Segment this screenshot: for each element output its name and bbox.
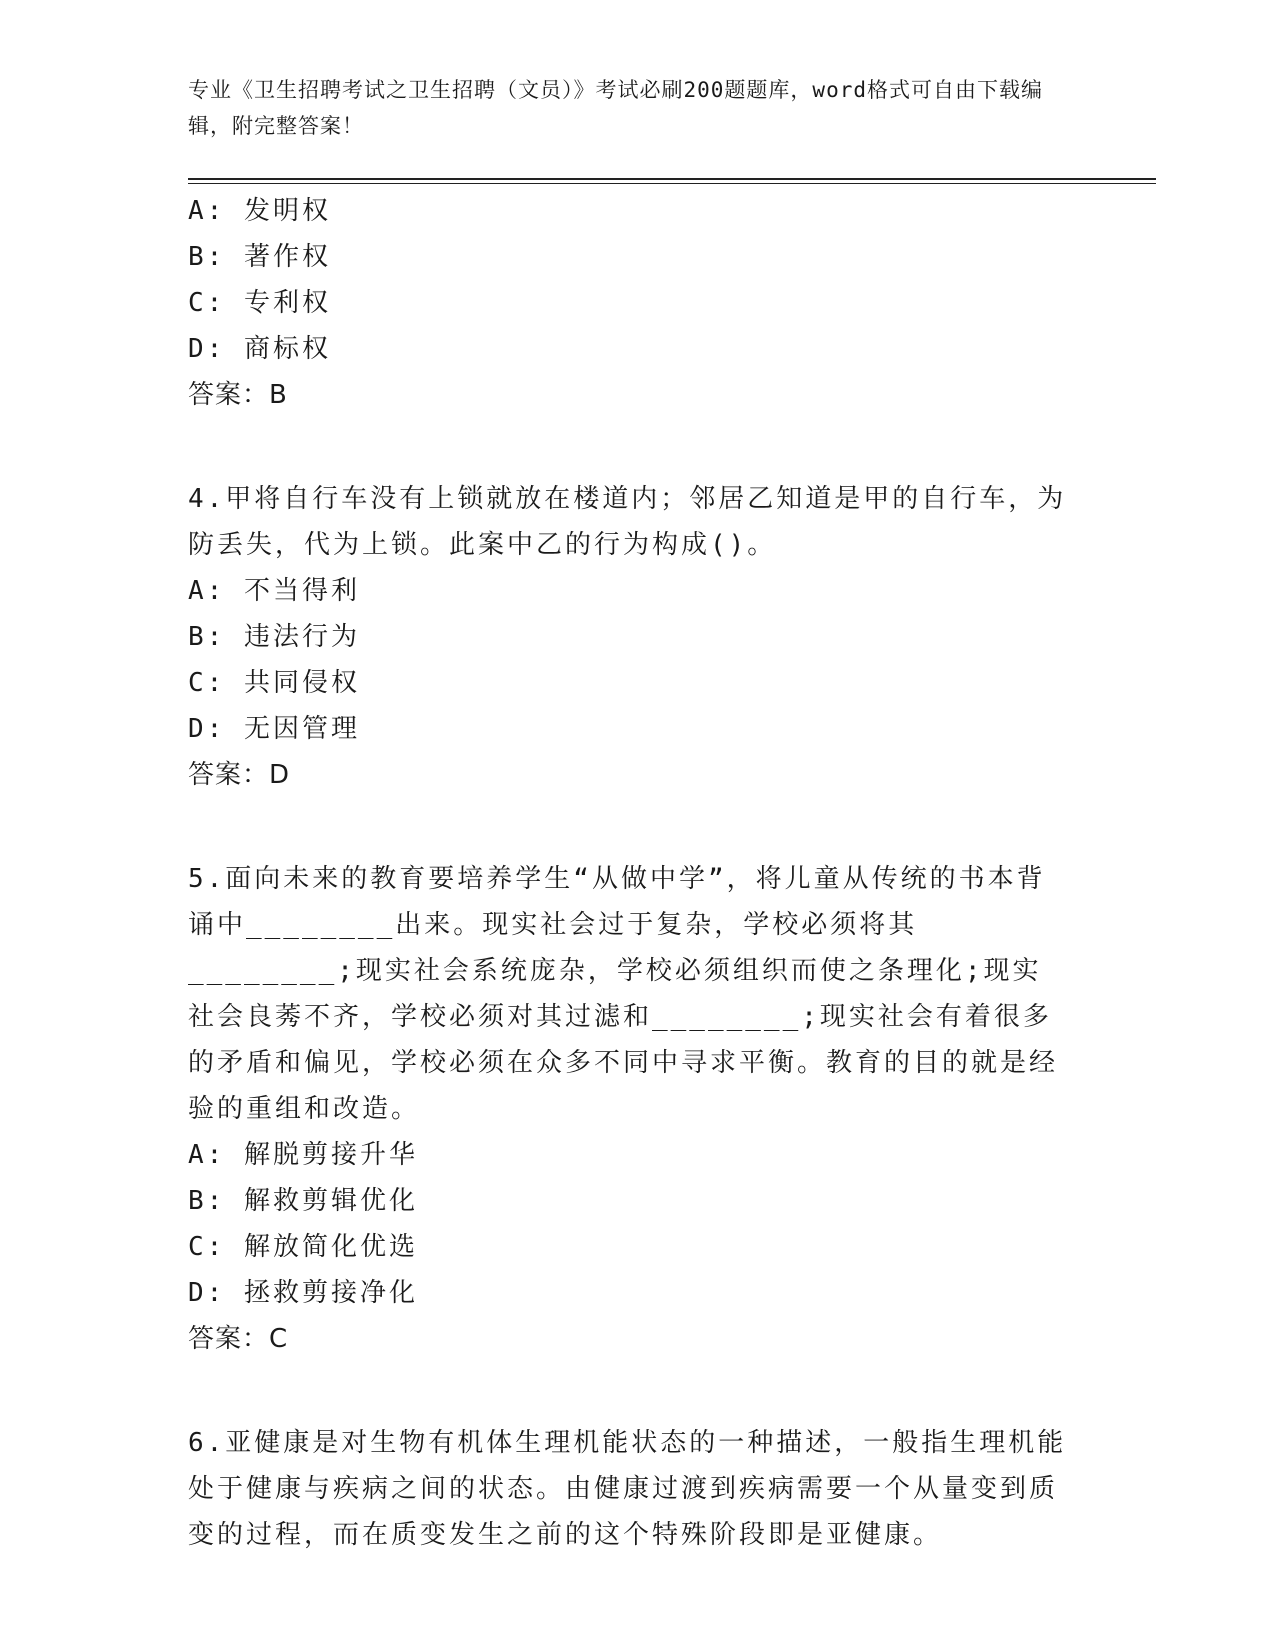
question-stem: 5.面向未来的教育要培养学生“从做中学”，将儿童从传统的书本背诵中________出来。现实社会过于复杂，学校必须将其________;现实社会系统庞杂，学校必须组织而使之条理化;现实社会良莠不齐，学校必须对其过滤和________;现实社会有着很多的矛盾和偏见，学校必须在众多不同中寻求平衡。教育的目的就是经验的重组和改造。 [188, 864, 1059, 1124]
question-3-block [188, 188, 1088, 418]
question-5-block [188, 856, 1088, 1362]
option-c: C: 解放简化优选 [188, 1232, 418, 1262]
option-a: A: 解脱剪接升华 [188, 1140, 418, 1170]
question-spacer [188, 1362, 1088, 1420]
question-4-block [188, 476, 1088, 798]
option-d: D: 商标权 [188, 334, 331, 364]
option-b: B: 著作权 [188, 242, 331, 272]
option-c: C: 专利权 [188, 288, 331, 318]
question-6-block [188, 1420, 1088, 1558]
answer-label: 答案：C [188, 1324, 289, 1354]
option-d: D: 拯救剪接净化 [188, 1278, 418, 1308]
header-rule-thin [188, 183, 1156, 184]
option-a: A: 发明权 [188, 196, 331, 226]
question-stem: 6.亚健康是对生物有机体生理机能状态的一种描述，一般指生理机能处于健康与疾病之间的状态。由健康过渡到疾病需要一个从量变到质变的过程，而在质变发生之前的这个特殊阶段即是亚健康。 [188, 1428, 1067, 1550]
question-list [188, 188, 1088, 1558]
option-a: A: 不当得利 [188, 576, 360, 606]
answer-label: 答案：B [188, 380, 288, 410]
option-b: B: 违法行为 [188, 622, 360, 652]
option-c: C: 共同侵权 [188, 668, 360, 698]
answer-label: 答案：D [188, 760, 291, 790]
header-rule-thick [188, 178, 1156, 180]
option-b: B: 解救剪辑优化 [188, 1186, 418, 1216]
question-stem: 4.甲将自行车没有上锁就放在楼道内；邻居乙知道是甲的自行车，为防丢失，代为上锁。此案中乙的行为构成()。 [188, 484, 1067, 560]
question-spacer [188, 418, 1088, 476]
document-header-title: 专业《卫生招聘考试之卫生招聘（文员）》考试必刷200题题库，word格式可自由下载编辑，附完整答案！ [188, 78, 1043, 138]
question-spacer [188, 798, 1088, 856]
option-d: D: 无因管理 [188, 714, 360, 744]
